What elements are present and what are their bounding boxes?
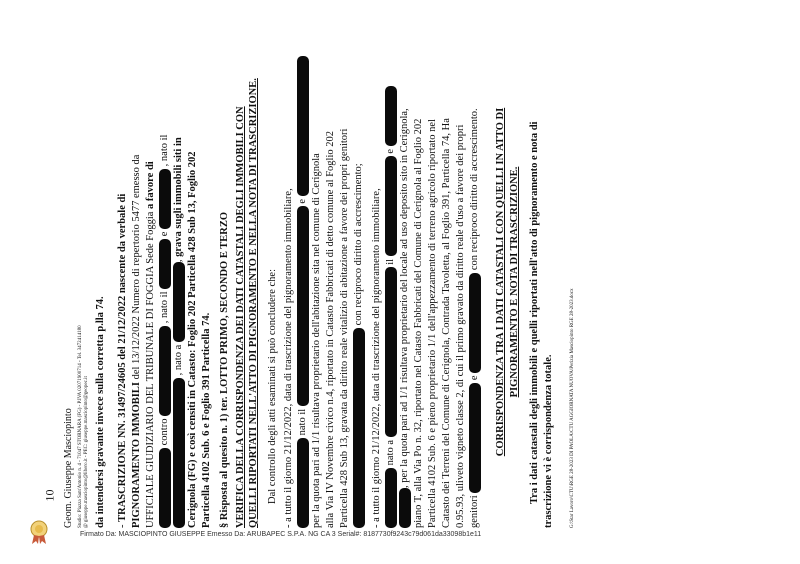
trascrizione-line-6: Cerignola (FG) e così censiti in Catasto: Foglio 202 Particella 428 Sub 13, Foglio 202 xyxy=(187,151,198,528)
redaction-bar xyxy=(385,468,397,528)
redaction-bar xyxy=(159,326,171,416)
redaction-bar xyxy=(399,488,411,528)
redaction-bar xyxy=(159,169,171,229)
redaction-bar xyxy=(159,448,171,528)
intro-line: da intendersi gravante invece sulla corretta p.lla 74. xyxy=(95,296,106,528)
tutto-1-line-6: con reciproco diritto di accrescimento; xyxy=(352,163,365,528)
dal-controllo-text: Dal controllo degli atti esaminati si può concludere che: xyxy=(267,268,278,504)
file-path-note: G:\Star Lavoro\CTU\RGE 28-2023 DI PAOLA\CTU AGGIORNATA NUOVA\Perizia Masciopinto RGE 28-2023.docx xyxy=(570,288,575,528)
tutto-1-line-2: nato il e xyxy=(296,56,309,528)
redaction-bar xyxy=(297,438,309,528)
tutto-2-line-5: Particella 4102 Sub. 6 e pieno proprietario 1/1 dell'appezzamento di terreno agricolo riportato nel xyxy=(427,119,438,528)
redaction-bar xyxy=(173,378,185,528)
tutto-2-line-7: 0.95.93, uliveto vigneto classe 2, di cui il primo gravato da diritto reale d'uso a favore dei propri xyxy=(455,124,466,528)
trascrizione-line-3: UFFICIALE GIUDIZIARIO DEL TRIBUNALE DI FOGGIA Sede Foggia a favore di xyxy=(145,161,156,528)
redaction-bar xyxy=(469,273,481,373)
studio-address: Studio: Piazza Sant'Antonio n. 4 - 71047 STORNARA (FG) - P.IVA 02071900714 - Tel. 3472414180 xyxy=(78,325,83,528)
tra-line-2: trascrizione vi è corrispondenza totale. xyxy=(543,354,554,528)
redaction-bar xyxy=(385,86,397,146)
tutto-2-line-1: - a tutto il giorno 21/12/2022, data di trascrizione del pignoramento immobiliare, xyxy=(371,188,382,528)
signature-text: Firmato Da: MASCIOPINTO GIUSEPPE Emesso Da: ARUBAPEC S.P.A. NG CA 3 Serial#: 8187730f9243c79d061da33098b1e11 xyxy=(80,531,482,538)
redaction-bar xyxy=(159,239,171,289)
tutto-2-line-2: nato a il e xyxy=(384,86,397,528)
tutto-2-line-3: , per la quota pari ad 1/1 risultava proprietario del locale ad uso deposito sito in Cerignola, xyxy=(398,108,411,528)
trascrizione-line-1: - TRASCRIZIONE NN. 31497/24605 del 21/12/2022 nascente da verbale di xyxy=(117,193,128,528)
trascrizione-line-7: Particella 4102 Sub. 6 e Foglio 391 Particella 74. xyxy=(201,312,212,528)
tutto-1-line-4: alla Via IV Novembre civico n.4, riportato in Catasto Fabbricati di detto comune al Foglio 202 xyxy=(325,130,336,528)
author-name: Geom. Giuseppe Masciopinto xyxy=(63,408,74,528)
trascrizione-line-4: contro , nato il e , nato il xyxy=(158,135,171,528)
verifica-heading-1: VERIFICA DELLA CORRISPONDENZA DEI DATI CATASTALI DEGLI IMMOBILI CON xyxy=(235,106,246,528)
risposta-heading: § Risposta al quesito n. 1) ter. LOTTO PRIMO, SECONDO E TERZO xyxy=(219,211,230,528)
page-number: 10 xyxy=(42,489,57,502)
corrispondenza-heading-2: PIGNORAMENTO E NOTA DI TRASCRIZIONE. xyxy=(509,166,520,398)
redaction-bar xyxy=(469,383,481,493)
trascrizione-line-5: , nato a , grava sugli immobili siti in xyxy=(172,137,185,528)
tutto-2-line-4: piano T, alla Via Po n. 32, riportato nel Catasto Fabbricati del Comune di Cerignola al Foglio 202 xyxy=(413,118,424,528)
redaction-bar xyxy=(297,56,309,196)
digital-signature-footer xyxy=(0,528,800,546)
redaction-bar xyxy=(385,267,397,437)
redaction-bar xyxy=(385,156,397,256)
redaction-bar xyxy=(297,206,309,406)
tutto-2-line-8: genitori e con reciproco diritto di accrescimento. xyxy=(469,108,480,528)
trascrizione-line-2: PIGNORAMENTO IMMOBILI del 13/12/2022 Numero di repertorio 5477 emesso da xyxy=(131,154,142,528)
tra-line-1: Tra i dati catastali degli immobili e quelli riportati nell'atto di pignoramento e nota di xyxy=(529,121,540,504)
tutto-1-line-3: per la quota pari ad 1/1 risultava proprietario dell'abitazione sita nel comune di Cerignola xyxy=(311,153,322,528)
redaction-bar xyxy=(173,262,185,342)
tutto-1-line-1: - a tutto il giorno 21/12/2022, data di trascrizione del pignoramento immobiliare, xyxy=(283,188,294,528)
tutto-2-line-6: Catasto dei Terreni del Comune di Cerignola, Contrada Tavoletta, al Foglio 391, Particella 74, Ha xyxy=(441,118,452,528)
corrispondenza-heading-1: CORRISPONDENZA TRA I DATI CATASTALI CON QUELLI IN ATTO DI xyxy=(495,107,506,457)
tutto-1-line-5: Particella 428 Sub 13, gravata da diritto reale vitalizio di abitazione a favore dei propri genitori xyxy=(339,128,350,528)
redaction-bar xyxy=(353,328,365,528)
verifica-heading-2: QUELLI RIPORTATI NELL'ATTO DI PIGNORAMENTO E NELLA NOTA DI TRASCRIZIONE. xyxy=(248,78,259,528)
rotated-page-content xyxy=(60,0,740,564)
contact-pec: @ giuseppe.masciopinto@libero.it - PEC: giuseppe.masciopinto@geopec.it xyxy=(84,376,89,528)
